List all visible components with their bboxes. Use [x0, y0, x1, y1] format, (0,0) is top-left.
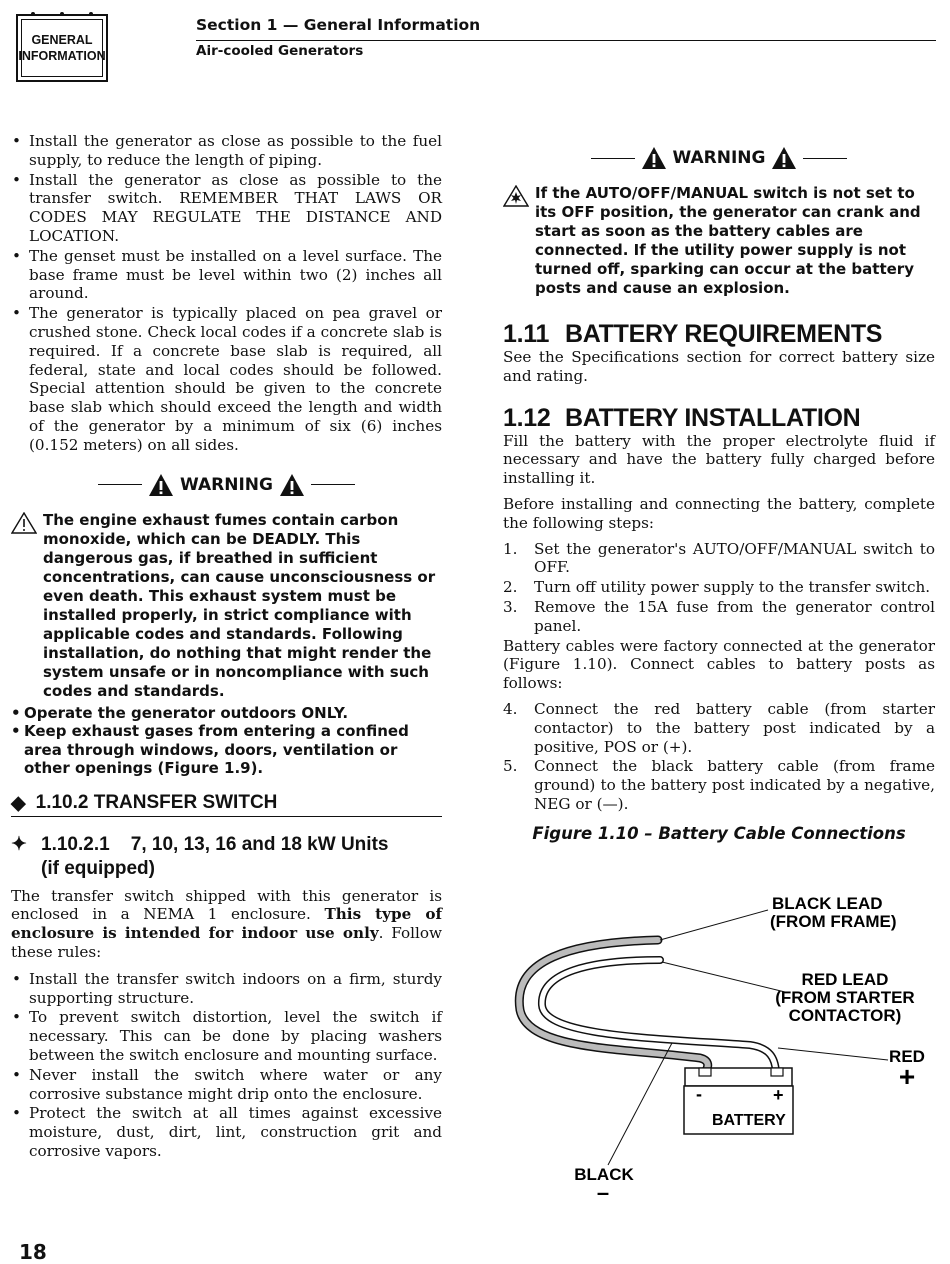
list-item: [503, 540, 935, 578]
step-text: Connect the black battery cable (from frame ground) to the battery post indicated by a negative, NEG or (—).: [534, 757, 935, 813]
subsection-title-2: (if equipped): [41, 857, 155, 879]
negative-terminal-icon: [699, 1068, 711, 1076]
steps-list: [503, 540, 935, 636]
warning-text: If the AUTO/OFF/MANUAL switch is not set to its OFF position, the generator can crank and start as soon as the battery cables are connected. If the utility power supply is not turned off, sparking can occur at the battery posts and cause an explosion.: [535, 184, 921, 297]
step-number: 2.: [503, 578, 518, 597]
bold-text: This type of enclosure is intended for indoor use only: [11, 905, 442, 943]
black-lead-label-2: (FROM FRAME): [770, 912, 897, 931]
list-item: [503, 578, 935, 597]
exhaust-warning: [11, 511, 442, 701]
step-text: Connect the red battery cable (from starter contactor) to the battery post indicated by a positive, POS or (+).: [534, 699, 935, 756]
leader-line: [608, 1043, 672, 1165]
text: . Follow these rules:: [11, 924, 442, 961]
warning-triangle-icon: [279, 473, 305, 497]
badge-line1: GENERAL: [31, 33, 93, 47]
list-item: • The generator is typically placed on pea gravel or crushed stone. Check local codes if a concrete slab is required. If a concrete base slab is required, all federal, state and local codes should be followed. Special attention should be given to the concrete base slab which should exceed the length and width of the generator by a minimum of six (6) inches (0.152 meters) on all sides.: [11, 304, 442, 454]
list-item: • Keep exhaust gases from entering a confined area through windows, doors, ventilation or other openings (Figure 1.9).: [11, 722, 442, 778]
black-label: BLACK: [574, 1165, 634, 1184]
list-item: • Install the generator as close as possible to the transfer switch. REMEMBER THAT LAWS OR CODES MAY REGULATE THE DISTANCE AND LOCATION.: [11, 171, 442, 246]
section-subtitle: Air-cooled Generators: [196, 43, 364, 59]
battery-minus-label: -: [696, 1084, 702, 1104]
red-lead-label-2: (FROM STARTER: [775, 988, 915, 1007]
list-item: • Never install the switch where water or any corrosive substance might drip onto the enclosure.: [11, 1066, 442, 1104]
section-heading: [11, 792, 442, 817]
steps-list: [503, 700, 935, 814]
star-icon: ✦: [11, 833, 27, 855]
paragraph: Before installing and connecting the battery, complete the following steps:: [503, 494, 935, 532]
paragraph: Battery cables were factory connected at the generator (Figure 1.10). Connect cables to battery posts as follows:: [503, 636, 935, 693]
subsection-number: 1.10.2.1: [41, 833, 110, 855]
step-number: 1.: [503, 539, 518, 558]
list-item: • Protect the switch at all times against excessive moisture, dust, dirt, lint, construction grit and corrosive vapors.: [11, 1104, 442, 1160]
subsection-heading: [11, 833, 442, 881]
page-number: 18: [19, 1240, 47, 1264]
battery-warning: [503, 184, 935, 298]
list-item: [503, 598, 935, 636]
battery-requirements-heading: [503, 320, 935, 348]
red-lead-label-3: CONTACTOR): [788, 1006, 902, 1025]
paragraph: [11, 887, 442, 962]
warning-label: WARNING: [180, 474, 273, 495]
step-text: Set the generator's AUTO/OFF/MANUAL switch to OFF.: [534, 539, 935, 577]
step-number: 4.: [503, 699, 518, 718]
step-number: 3.: [503, 597, 518, 616]
leader-line: [778, 1048, 888, 1060]
red-lead-label: RED LEAD: [801, 970, 889, 989]
text: The transfer switch shipped with this generator is enclosed in a NEMA 1 enclosure.: [11, 886, 442, 924]
warning-bullets: [11, 704, 442, 778]
list-item: • Operate the generator outdoors ONLY.: [11, 704, 442, 723]
section-title: Section 1 — General Information: [196, 16, 481, 34]
leader-line: [662, 962, 785, 992]
plus-symbol: +: [898, 1061, 916, 1092]
heading-text: BATTERY REQUIREMENTS: [565, 320, 883, 348]
warning-triangle-icon: [148, 473, 174, 497]
warning-triangle-icon: [641, 146, 667, 170]
left-column: [11, 132, 442, 1162]
subsection-title: 7, 10, 13, 16 and 18 kW Units: [130, 833, 389, 855]
diamond-icon: ◆: [11, 792, 26, 814]
site-bullets: [11, 132, 442, 455]
paragraph: See the Specifications section for correct battery size and rating.: [503, 348, 935, 385]
heading-number: 1.12: [503, 403, 551, 432]
caution-outline-icon: [11, 512, 37, 534]
heading-text: 1.10.2 TRANSFER SWITCH: [35, 792, 278, 814]
heading-text: BATTERY INSTALLATION: [565, 403, 861, 432]
list-item: • Install the transfer switch indoors on a firm, sturdy supporting structure.: [11, 970, 442, 1008]
warning-label: WARNING: [672, 148, 766, 168]
list-item: • Install the generator as close as possible to the fuel supply, to reduce the length of piping.: [11, 132, 442, 170]
badge-line2: INFORMATION: [18, 49, 106, 63]
leader-line: [660, 910, 768, 940]
figure-caption: Figure 1.10 – Battery Cable Connections: [532, 823, 906, 843]
rule: [803, 158, 847, 159]
list-item: • To prevent switch distortion, level the switch if necessary. This can be done by placing washers between the switch enclosure and mounting surface.: [11, 1008, 442, 1064]
header-rule: [196, 40, 936, 41]
step-number: 5.: [503, 757, 518, 776]
battery-cable-figure: [500, 880, 940, 1210]
rule: [591, 158, 635, 159]
list-item: • The genset must be installed on a level surface. The base frame must be level within two (2) inches all around.: [11, 247, 442, 303]
red-label: RED: [889, 1047, 925, 1066]
minus-symbol: –: [596, 1180, 610, 1205]
battery-installation-heading: [503, 404, 935, 432]
warning-triangle-icon: [771, 146, 797, 170]
paragraph: Fill the battery with the proper electrolyte fluid if necessary and have the battery fully charged before installing it.: [503, 431, 935, 488]
warning-header: [503, 146, 935, 170]
rule: [311, 484, 355, 485]
positive-terminal-icon: [771, 1068, 783, 1076]
black-lead-label: BLACK LEAD: [772, 894, 883, 913]
rule: [98, 484, 142, 485]
section-badge: [16, 14, 108, 82]
list-item: [503, 700, 935, 756]
switch-bullets: [11, 970, 442, 1161]
badge-rivets: [18, 12, 106, 16]
warning-header: [11, 473, 442, 497]
right-column: [503, 146, 935, 843]
step-text: Remove the 15A fuse from the generator control panel.: [534, 597, 935, 635]
explosion-hazard-icon: [503, 185, 529, 207]
heading-number: 1.11: [503, 320, 550, 348]
warning-text: The engine exhaust fumes contain carbon monoxide, which can be DEADLY. This dangerous gas, if breathed in sufficient concentrations, can cause unconsciousness or even death. This exhaust system must be installed properly, in strict compliance with applicable codes and standards. Following installation, do nothing that might render the system unsafe or in noncompliance with such codes and standards.: [43, 510, 436, 700]
step-text: Turn off utility power supply to the transfer switch.: [534, 578, 931, 597]
list-item: [503, 757, 935, 813]
battery-label: BATTERY: [712, 1112, 786, 1129]
battery-plus-label: +: [773, 1085, 784, 1105]
